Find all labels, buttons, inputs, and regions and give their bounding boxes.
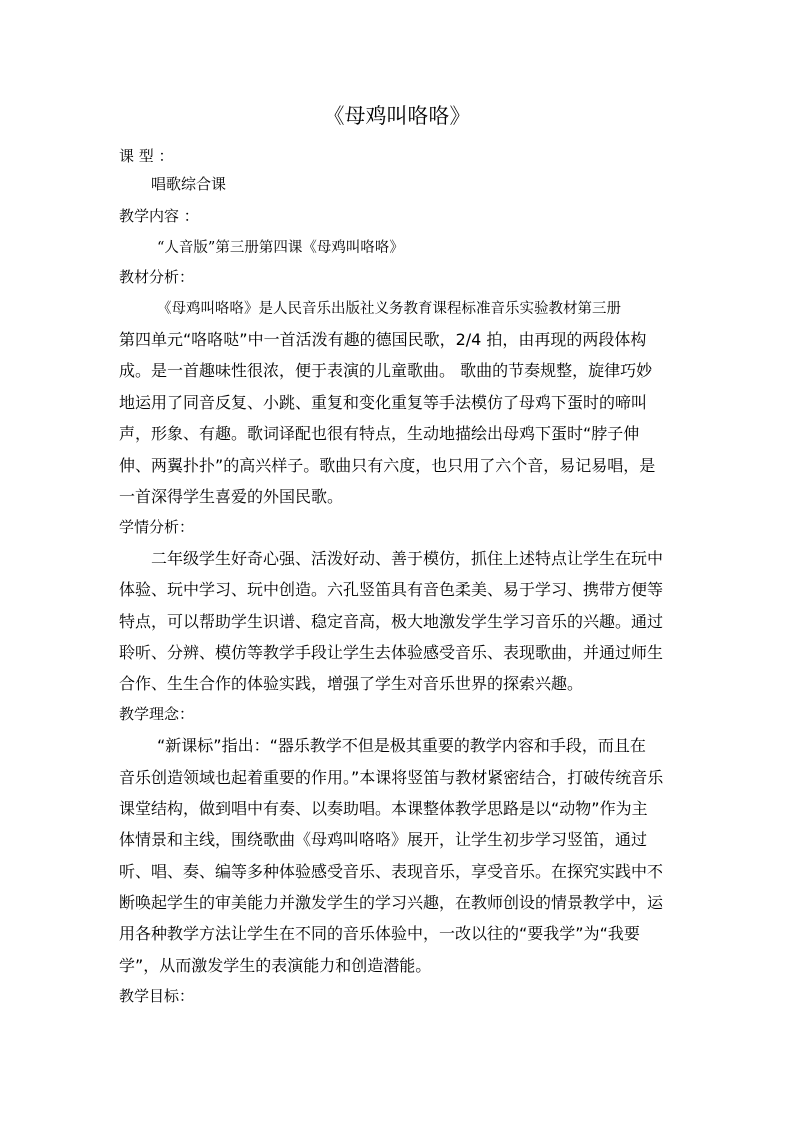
section-heading-teaching-content: 教学内容 ： [119,207,199,225]
material-analysis-line: 第四单元“咯咯哒”中一首活泼有趣的德国民歌，2/4 拍，由再现的两段体构 [119,330,647,349]
teaching-philosophy-line: 体情景和主线，围绕歌曲《母鸡叫咯咯》展开，让学生初步学习竖笛，通过 [119,830,648,849]
teaching-philosophy-line: 课堂结构，做到唱中有奏、以奏助唱。本课整体教学思路是以“动物”作为主 [119,799,648,818]
page-title: 《母鸡叫咯咯》 [323,104,471,128]
student-analysis-line: 特点，可以帮助学生识谱、稳定音高，极大地激发学生学习音乐的兴趣。通过 [119,612,664,631]
teaching-philosophy-line: 听、唱、奏、编等多种体验感受音乐、表现音乐，享受音乐。在探究实践中不 [119,862,664,881]
teaching-philosophy-line: 学”，从而激发学生的表演能力和创造潜能。 [119,956,432,975]
material-analysis-line: 成。是一首趣味性很浓，便于表演的儿童歌曲。 歌曲的节奏规整，旋律巧妙 [119,361,653,380]
section-heading-material-analysis: 教材分析： [119,268,195,286]
teaching-philosophy-line: 断唤起学生的审美能力并激发学生的学习兴趣，在教师创设的情景教学中，运 [119,893,664,912]
student-analysis-line: 聆听、分辨、模仿等教学手段让学生去体验感受音乐、表现歌曲，并通过师生 [119,643,664,662]
section-heading-course-type: 课 型 ： [119,147,174,165]
course-type-content: 唱歌综合课 [151,175,227,193]
teaching-philosophy-line: 用各种教学方法让学生在不同的音乐体验中，一改以往的“要我学”为“我要 [119,924,640,943]
material-analysis-line: 《母鸡叫咯咯》是人民音乐出版社义务教育课程标准音乐实验教材第三册 [157,301,621,317]
student-analysis-line: 合作、生生合作的体验实践，增强了学生对音乐世界的探索兴趣。 [119,674,584,693]
teaching-philosophy-line: “新课标”指出：“器乐教学不但是极其重要的教学内容和手段，而且在 [157,736,646,755]
section-heading-student-analysis: 学情分析： [119,518,195,536]
material-analysis-line: 声，形象、有趣。歌词译配也很有特点，生动地描绘出母鸡下蛋时“脖子伸 [119,424,640,443]
teaching-content-text: “人音版”第三册第四课《母鸡叫咯咯》 [157,240,404,256]
material-analysis-line: 一首深得学生喜爱的外国民歌。 [119,487,344,506]
section-heading-teaching-philosophy: 教学理念： [119,705,195,723]
material-analysis-line: 伸、两翼扑扑”的高兴样子。歌曲只有六度，也只用了六个音，易记易唱，是 [119,456,656,475]
section-heading-teaching-goals: 教学目标： [119,987,195,1005]
student-analysis-line: 体验、玩中学习、玩中创造。六孔竖笛具有音色柔美、易于学习、携带方便等 [119,580,664,599]
student-analysis-line: 二年级学生好奇心强、活泼好动、善于模仿，抓住上述特点让学生在玩中 [151,549,664,568]
material-analysis-line: 地运用了同音反复、小跳、重复和变化重复等手法模仿了母鸡下蛋时的啼叫 [119,393,648,412]
teaching-philosophy-line: 音乐创造领域也起着重要的作用。”本课将竖笛与教材紧密结合，打破传统音乐 [119,768,664,787]
